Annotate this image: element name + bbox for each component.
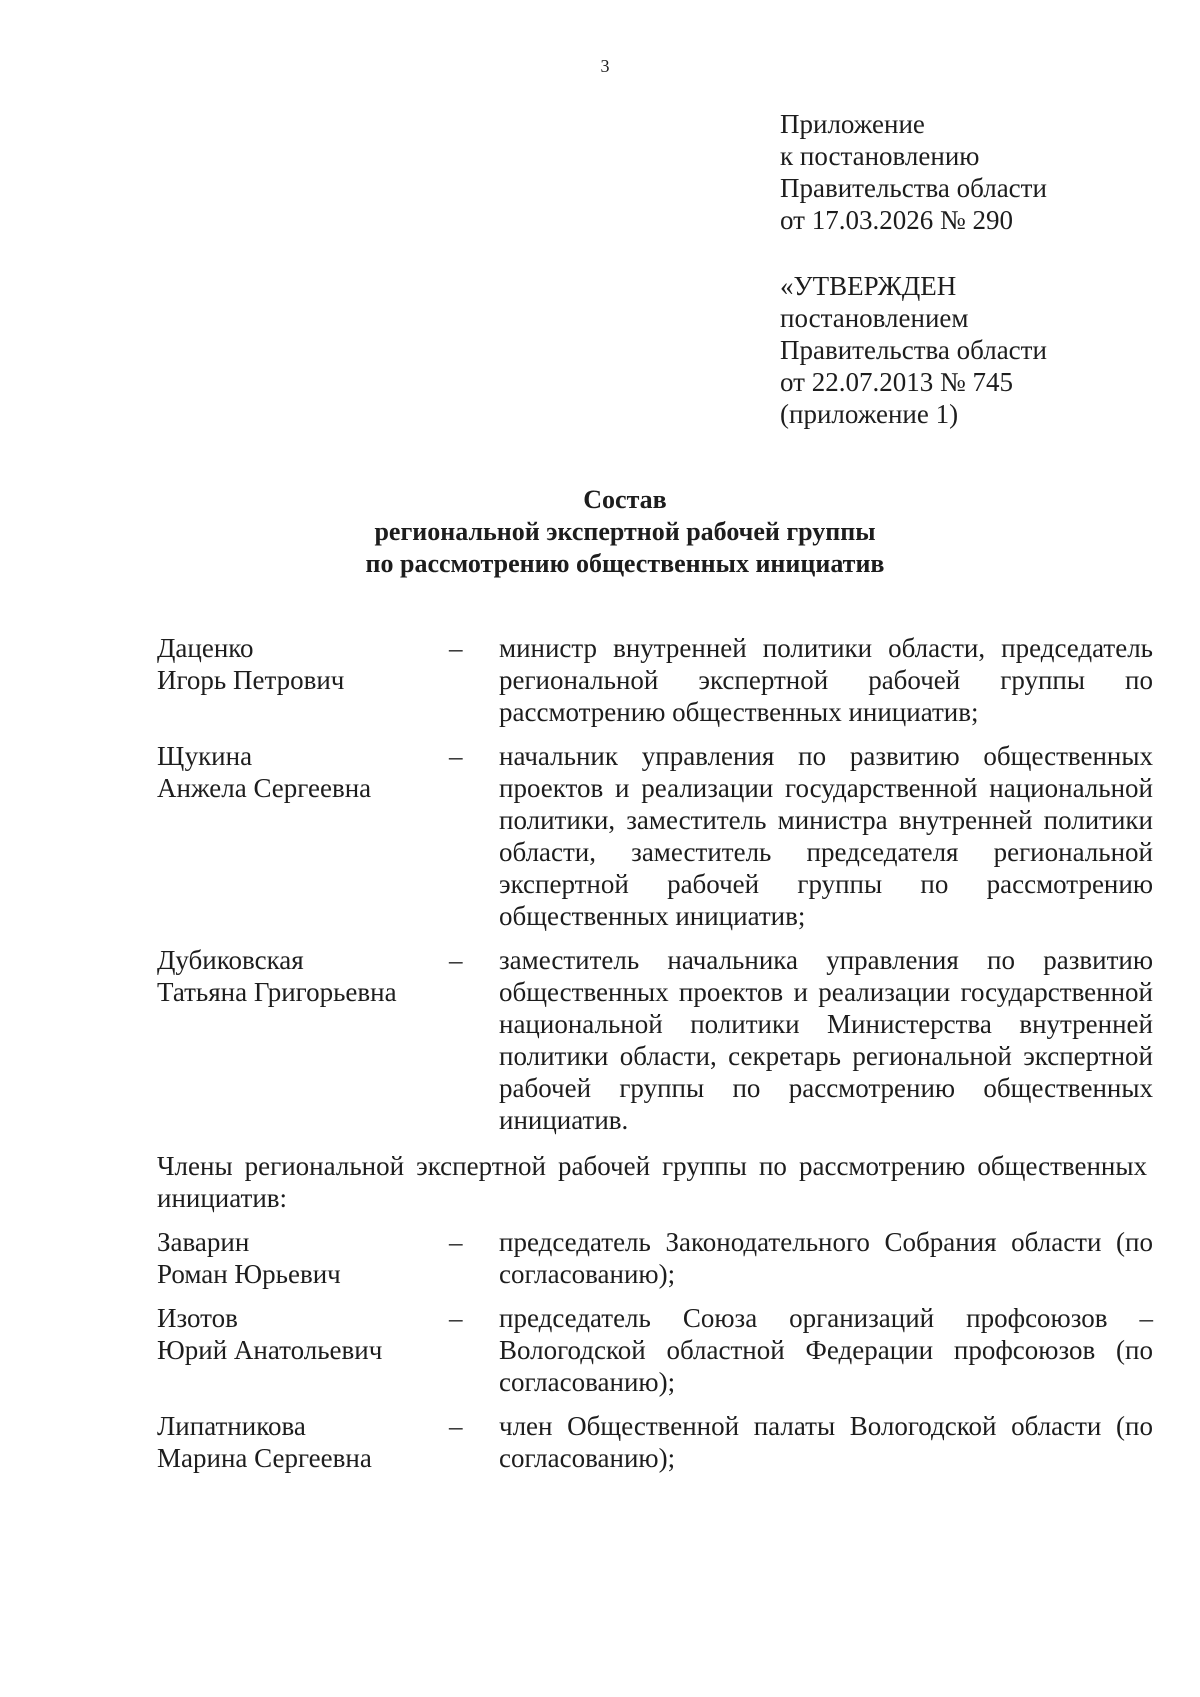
- dash-separator: –: [449, 1411, 463, 1441]
- member-name: [157, 944, 447, 1136]
- members-heading: Члены региональной экспертной рабочей группы по рассмотрению общественных инициатив:: [157, 1151, 1147, 1213]
- approval-stamp: [780, 270, 1140, 430]
- member-name: [157, 1226, 447, 1290]
- member-given-name: Марина Сергеевна: [157, 1443, 372, 1473]
- title-line: по рассмотрению общественных инициатив: [365, 549, 885, 578]
- member-name: [157, 740, 447, 932]
- document-title: [50, 484, 1200, 580]
- member-row: [157, 632, 1153, 728]
- approval-line: от 22.07.2013 № 745: [780, 367, 1013, 397]
- member-role: министр внутренней политики области, председатель региональной экспертной рабочей группы по рассмотрению общественных инициатив;: [499, 633, 1153, 727]
- title-line: Состав: [583, 485, 667, 514]
- member-row: [157, 944, 1153, 1136]
- member-row: [157, 740, 1153, 932]
- member-role: член Общественной палаты Вологодской области (по согласованию);: [499, 1411, 1153, 1473]
- member-name: [157, 1302, 447, 1398]
- member-role: председатель Союза организаций профсоюзов – Вологодской областной Федерации профсоюзов (по согласованию);: [499, 1303, 1153, 1397]
- member-row: [157, 1302, 1153, 1398]
- member-surname: Щукина: [157, 741, 253, 771]
- dash-separator: –: [449, 1227, 463, 1257]
- dash-separator: –: [449, 945, 463, 975]
- approval-line: (приложение 1): [780, 399, 959, 429]
- member-surname: Изотов: [157, 1303, 238, 1333]
- annex-line: от 17.03.2026 № 290: [780, 205, 1013, 235]
- member-given-name: Анжела Сергеевна: [157, 773, 372, 803]
- member-surname: Даценко: [157, 633, 254, 663]
- approval-line: «УТВЕРЖДЕН: [780, 271, 957, 301]
- member-given-name: Татьяна Григорьевна: [157, 977, 397, 1007]
- member-role: начальник управления по развитию общественных проектов и реализации государственной национальной политики, заместитель министра внутренней политики области, заместитель председателя региональной экспертной рабочей группы по рассмотрению общественных инициатив;: [499, 741, 1153, 931]
- member-name: [157, 632, 447, 728]
- member-given-name: Роман Юрьевич: [157, 1259, 341, 1289]
- dash-separator: –: [449, 1303, 463, 1333]
- annex-reference: [780, 108, 1140, 236]
- annex-line: Приложение: [780, 109, 925, 139]
- member-surname: Дубиковская: [157, 945, 304, 975]
- approval-line: постановлением: [780, 303, 969, 333]
- page-number: 3: [600, 56, 610, 76]
- member-name: [157, 1410, 447, 1474]
- title-line: региональной экспертной рабочей группы: [374, 517, 876, 546]
- member-surname: Заварин: [157, 1227, 250, 1257]
- member-row: [157, 1226, 1153, 1290]
- member-given-name: Игорь Петрович: [157, 665, 345, 695]
- member-role: заместитель начальника управления по развитию общественных проектов и реализации государственной национальной политики Министерства внутренней политики области, секретарь региональной экспертной рабочей группы по рассмотрению общественных инициатив.: [499, 945, 1153, 1135]
- member-role: председатель Законодательного Собрания области (по согласованию);: [499, 1227, 1153, 1289]
- annex-line: Правительства области: [780, 173, 1047, 203]
- group-composition: [157, 632, 1153, 1474]
- approval-line: Правительства области: [780, 335, 1047, 365]
- member-surname: Липатникова: [157, 1411, 306, 1441]
- member-row: [157, 1410, 1153, 1474]
- member-given-name: Юрий Анатольевич: [157, 1335, 383, 1365]
- dash-separator: –: [449, 633, 463, 663]
- annex-line: к постановлению: [780, 141, 980, 171]
- dash-separator: –: [449, 741, 463, 771]
